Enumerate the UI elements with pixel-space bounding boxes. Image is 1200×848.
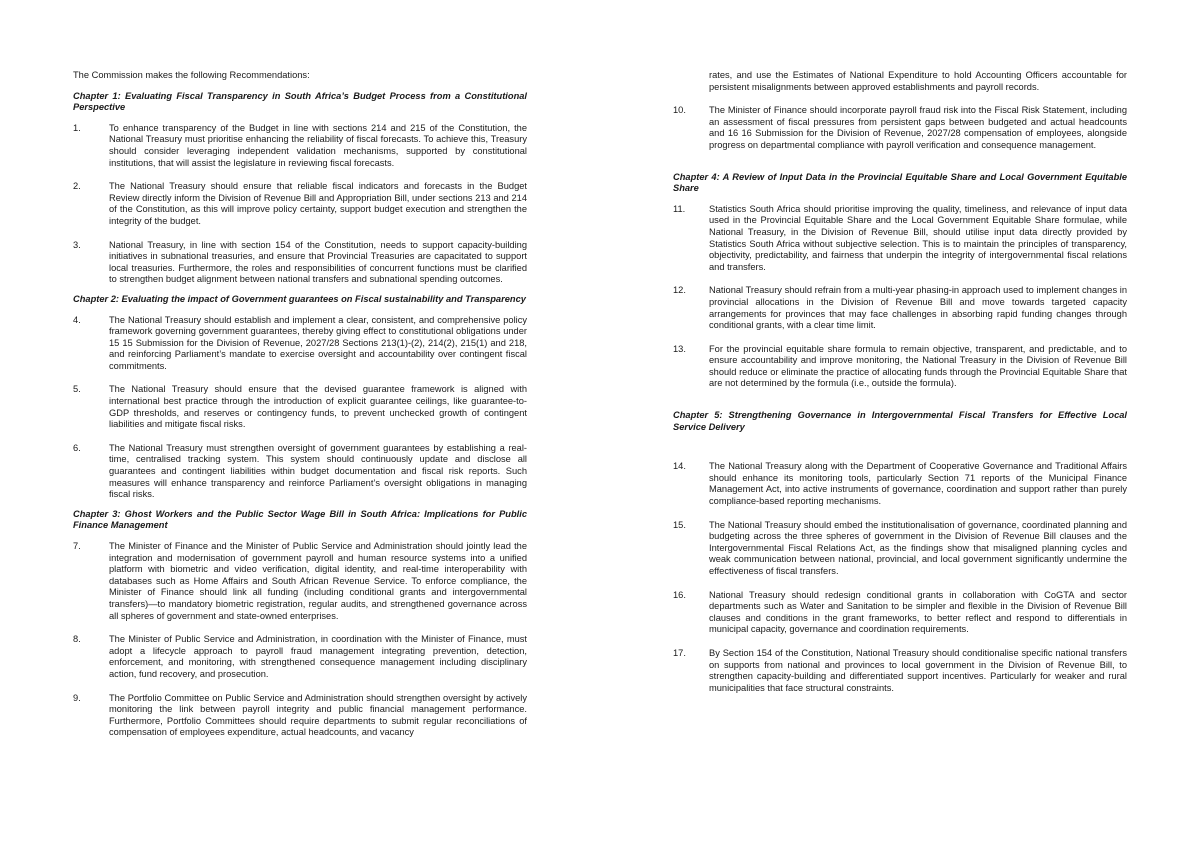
recommendation-number: 3.: [73, 239, 81, 250]
recommendation-text: The National Treasury must strengthen oversight of government guarantees by establishing a real-time, centralised tracking system. This system should continuously update and disclose all guarantees and contingent liabilities within budget documentation and fiscal risk reports. Such measures will enhance transparency and reinforce Parliament’s oversight obligations in managing fiscal risks.: [109, 442, 527, 500]
recommendation-13: [673, 344, 1127, 390]
recommendation-number: 7.: [73, 541, 81, 551]
recommendation-17: [673, 648, 1127, 694]
recommendation-5: [73, 384, 527, 430]
recommendation-number: 1.: [73, 122, 81, 133]
recommendation-9: [73, 693, 527, 739]
left-column: [73, 70, 527, 739]
recommendation-number: 6.: [73, 442, 81, 453]
recommendation-text: National Treasury, in line with section 154 of the Constitution, needs to support capacity-building initiatives in subnational treasuries, and ensure that Provincial Treasuries are capacitated to support local treasuries. Furthermore, the roles and responsibilities of concurrent functions must be clarified to strengthen budget alignment between national transfers and subnational spending outcomes.: [109, 239, 527, 285]
recommendation-text: The National Treasury should embed the institutionalisation of governance, coordinated planning and budgeting across the three spheres of government in the Division of Revenue Bill clauses and the Intergovernmental Fiscal Relations Act, as the findings show that misaligned planning cycles and weak communication between national, provincial, and local government significantly undermine the effectiveness of fiscal transfers.: [709, 519, 1127, 576]
recommendation-number: 2.: [73, 181, 81, 192]
recommendation-9-continuation: rates, and use the Estimates of National Expenditure to hold Accounting Officers accountable for persistent misalignments between approved establishments and payroll records.: [709, 70, 1127, 92]
recommendation-6: [73, 443, 527, 501]
recommendation-text: By Section 154 of the Constitution, National Treasury should conditionalise specific national transfers on supports from national and provinces to local government in the Division of Revenue Bill, to strengthen capacity-building and differentiated support incentives. Particularly for weaker and rural municipalities that face structural constraints.: [709, 647, 1127, 693]
recommendation-text: The Minister of Public Service and Administration, in coordination with the Minister of Finance, must adopt a lifecycle approach to payroll fraud management integrating prevention, detection, enforcement, and monitoring, with strengthened consequence management including disciplinary action, fund recovery, and prosecution.: [109, 634, 527, 679]
recommendation-number: 15.: [673, 519, 686, 530]
chapter-5-recommendations: [673, 461, 1127, 694]
chapter-1-recommendations: [73, 123, 527, 286]
recommendation-number: 14.: [673, 461, 686, 472]
recommendation-text: The National Treasury should ensure that the devised guarantee framework is aligned with international best practice through the introduction of explicit guarantee ceilings, like guarantee-to-GDP thresholds, and reserves or contingency funds, to prevent unchecked growth of contingent liabilities and mitigate fiscal risks.: [109, 384, 527, 430]
chapter-4-recommendations: [673, 204, 1127, 390]
chapter-3-recommendations-continued: [673, 105, 1127, 151]
chapter-4-heading: Chapter 4: A Review of Input Data in the Provincial Equitable Share and Local Government Equitable Share: [673, 171, 1127, 194]
recommendation-8: [73, 634, 527, 680]
recommendation-text: The National Treasury should ensure that reliable fiscal indicators and forecasts in the Budget Review directly inform the Division of Revenue Bill and Appropriation Bill, under sections 213 and 214 of the Constitution, as this will improve policy certainty, support budget execution and strengthen the integrity of the budget.: [109, 181, 527, 226]
recommendation-7: [73, 541, 527, 622]
recommendation-15: [673, 520, 1127, 578]
chapter-3-heading: Chapter 3: Ghost Workers and the Public Sector Wage Bill in South Africa: Implications for Public Finance Management: [73, 508, 527, 531]
recommendation-text: The Portfolio Committee on Public Service and Administration should strengthen oversight by actively monitoring the link between payroll integrity and public financial management performance. Furthermore, Portfolio Committees should require departments to submit regular reconciliations of compensation of employees expenditure, actual headcounts, and vacancy: [109, 692, 527, 738]
chapter-2-heading: Chapter 2: Evaluating the impact of Government guarantees on Fiscal sustainability and Transparency: [73, 293, 526, 304]
recommendation-text: To enhance transparency of the Budget in line with sections 214 and 215 of the Constitution, the National Treasury must prioritise enhancing the reliability of fiscal forecasts. To achieve this, Treasury should consider leveraging independent validation mechanisms, supported by constitutional institutions, that will assist the legislature in reviewing fiscal forecasts.: [109, 122, 527, 168]
recommendation-1: [73, 123, 527, 169]
chapter-5-heading: Chapter 5: Strengthening Governance in Intergovernmental Fiscal Transfers for Effective Local Service Delivery: [673, 410, 1127, 432]
recommendation-14: [673, 461, 1127, 507]
recommendation-text: The National Treasury along with the Department of Cooperative Governance and Traditional Affairs should enhance its monitoring tools, particularly Section 71 reports of the Municipal Finance Management Act, into active instruments of governance, coordination and support rather than purely compliance-based reporting mechanisms.: [709, 461, 1127, 507]
recommendation-text: The Minister of Finance should incorporate payroll fraud risk into the Fiscal Risk Statement, including an assessment of fiscal pressures from persistent gaps between budgeted and actual headcounts and 16 16 Submission for the Division of Revenue, 2027/28 compensation of employees, alongside progress on departmental compliance with payroll verification and consequence management.: [709, 105, 1127, 150]
chapter-3-recommendations: [73, 541, 527, 739]
recommendation-12: [673, 285, 1127, 331]
recommendation-text: National Treasury should redesign conditional grants in collaboration with CoGTA and sector departments such as Water and Sanitation to be simpler and flexible in the Division of Revenue Bill clauses and conditions in the grant frameworks, to better reflect and respond to differentials in municipal capacity, governance and coordination requirements.: [709, 589, 1127, 635]
recommendation-number: 9.: [73, 692, 81, 703]
recommendation-text: The Minister of Finance and the Minister of Public Service and Administration should jointly lead the integration and modernisation of government payroll and human resource systems into a unified platform with biometric and video verification, digital identity, and real-time interoperability with databases such as Home Affairs and South African Revenue Service. To enforce compliance, the Minister of Finance should link all funding (including conditional grants and intergovernmental transfers)—to mandatory biometric registration, regular audits, and strengthened governance across all spheres of government and state-owned enterprises.: [109, 541, 527, 621]
recommendation-10: [673, 105, 1127, 151]
recommendation-3: [73, 240, 527, 286]
recommendation-16: [673, 590, 1127, 636]
chapter-1-heading: Chapter 1: Evaluating Fiscal Transparency in South Africa’s Budget Process from a Constitutional Perspective: [73, 90, 527, 113]
recommendation-4: [73, 315, 527, 373]
recommendation-number: 4.: [73, 314, 81, 325]
intro-text: The Commission makes the following Recommendations:: [73, 70, 310, 80]
recommendation-number: 17.: [673, 647, 686, 658]
recommendation-text: Statistics South Africa should prioritise improving the quality, timeliness, and relevance of input data used in the Provincial Equitable Share and the Local Government Equitable Share formulae, while National Treasury, in the Division of Revenue Bill, should utilise input data directly provided by Statistics South Africa without subjective selection. This is to maintain the principles of transparency, objectivity, predictability, and fairness that underpin the integrity of intergovernmental fiscal relations and transfers.: [709, 203, 1127, 272]
recommendation-2: [73, 181, 527, 227]
right-column: [673, 70, 1127, 694]
recommendation-number: 12.: [673, 285, 686, 296]
recommendation-number: 16.: [673, 589, 686, 600]
recommendation-number: 8.: [73, 634, 81, 645]
recommendation-text: National Treasury should refrain from a multi-year phasing-in approach used to implement changes in provincial allocations in the Division of Revenue Bill and move towards targeted capacity arrangements for provinces that may face challenges in absorbing rapid funding changes through conditional grants, with a clear time limit.: [709, 285, 1127, 331]
recommendation-number: 5.: [73, 384, 81, 395]
recommendation-number: 11.: [673, 203, 686, 214]
chapter-2-recommendations: [73, 315, 527, 501]
recommendation-number: 10.: [673, 105, 686, 116]
recommendation-11: [673, 204, 1127, 274]
recommendation-text: For the provincial equitable share formula to remain objective, transparent, and predictable, and to ensure accountability and improve monitoring, the National Treasury in the Division of Revenue Bill should reduce or eliminate the practice of allocating funds through the Provincial Equitable Share that are not determined by the formula (i.e., outside the formula).: [709, 343, 1127, 389]
recommendation-text: The National Treasury should establish and implement a clear, consistent, and comprehensive policy framework governing government guarantees, thereby giving effect to constitutional obligations under 15 15 Submission for the Division of Revenue, 2027/28 Sections 213(1)-(2), 214(2), 215(1) and 218, and reinforcing Parliament’s mandate to exercise oversight and accountability over contingent fiscal commitments.: [109, 314, 527, 371]
recommendation-number: 13.: [673, 343, 686, 354]
